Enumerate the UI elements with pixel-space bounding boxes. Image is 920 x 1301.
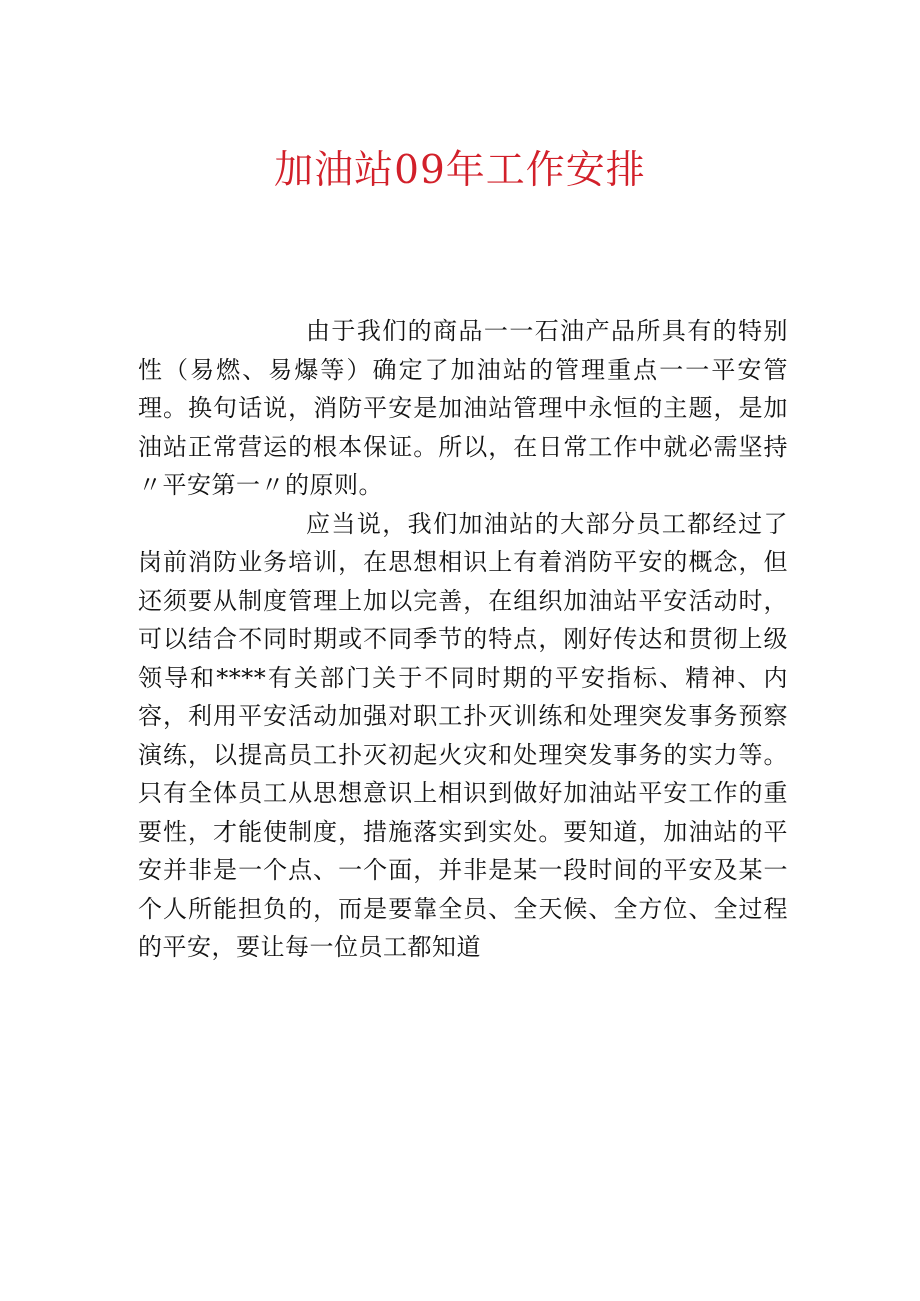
paragraph-2: 应当说，我们加油站的大部分员工都经过了岗前消防业务培训，在思想相识上有着消防平安的概念，但还须要从制度管理上加以完善，在组织加油站平安活动时，可以结合不同时期或不同季节的特点，刚好传达和贯彻上级领导和****有关部门关于不同时期的平安指标、精神、内容，利用平安活动加强对职工扑灭训练和处理突发事务预察演练，以提高员工扑灭初起火灾和处理突发事务的实力等。只有全体员工从思想意识上相识到做好加油站平安工作的重要性，才能使制度，措施落实到实处。要知道，加油站的平安并非是一个点、一个面，并非是某一段时间的平安及某一个人所能担负的，而是要靠全员、全天候、全方位、全过程的平安，要让每一位员工都知道 [138, 509, 788, 961]
document-title: 加油站09年工作安排 [274, 148, 646, 193]
paragraph-1: 由于我们的商品一一石油产品所具有的特别性（易燃、易爆等）确定了加油站的管理重点一一平安管理。换句话说，消防平安是加油站管理中永恒的主题，是加油站正常营运的根本保证。所以，在日常工作中就必需坚持〃平安第一〃的原则。 [138, 317, 788, 499]
document-body [138, 312, 788, 967]
